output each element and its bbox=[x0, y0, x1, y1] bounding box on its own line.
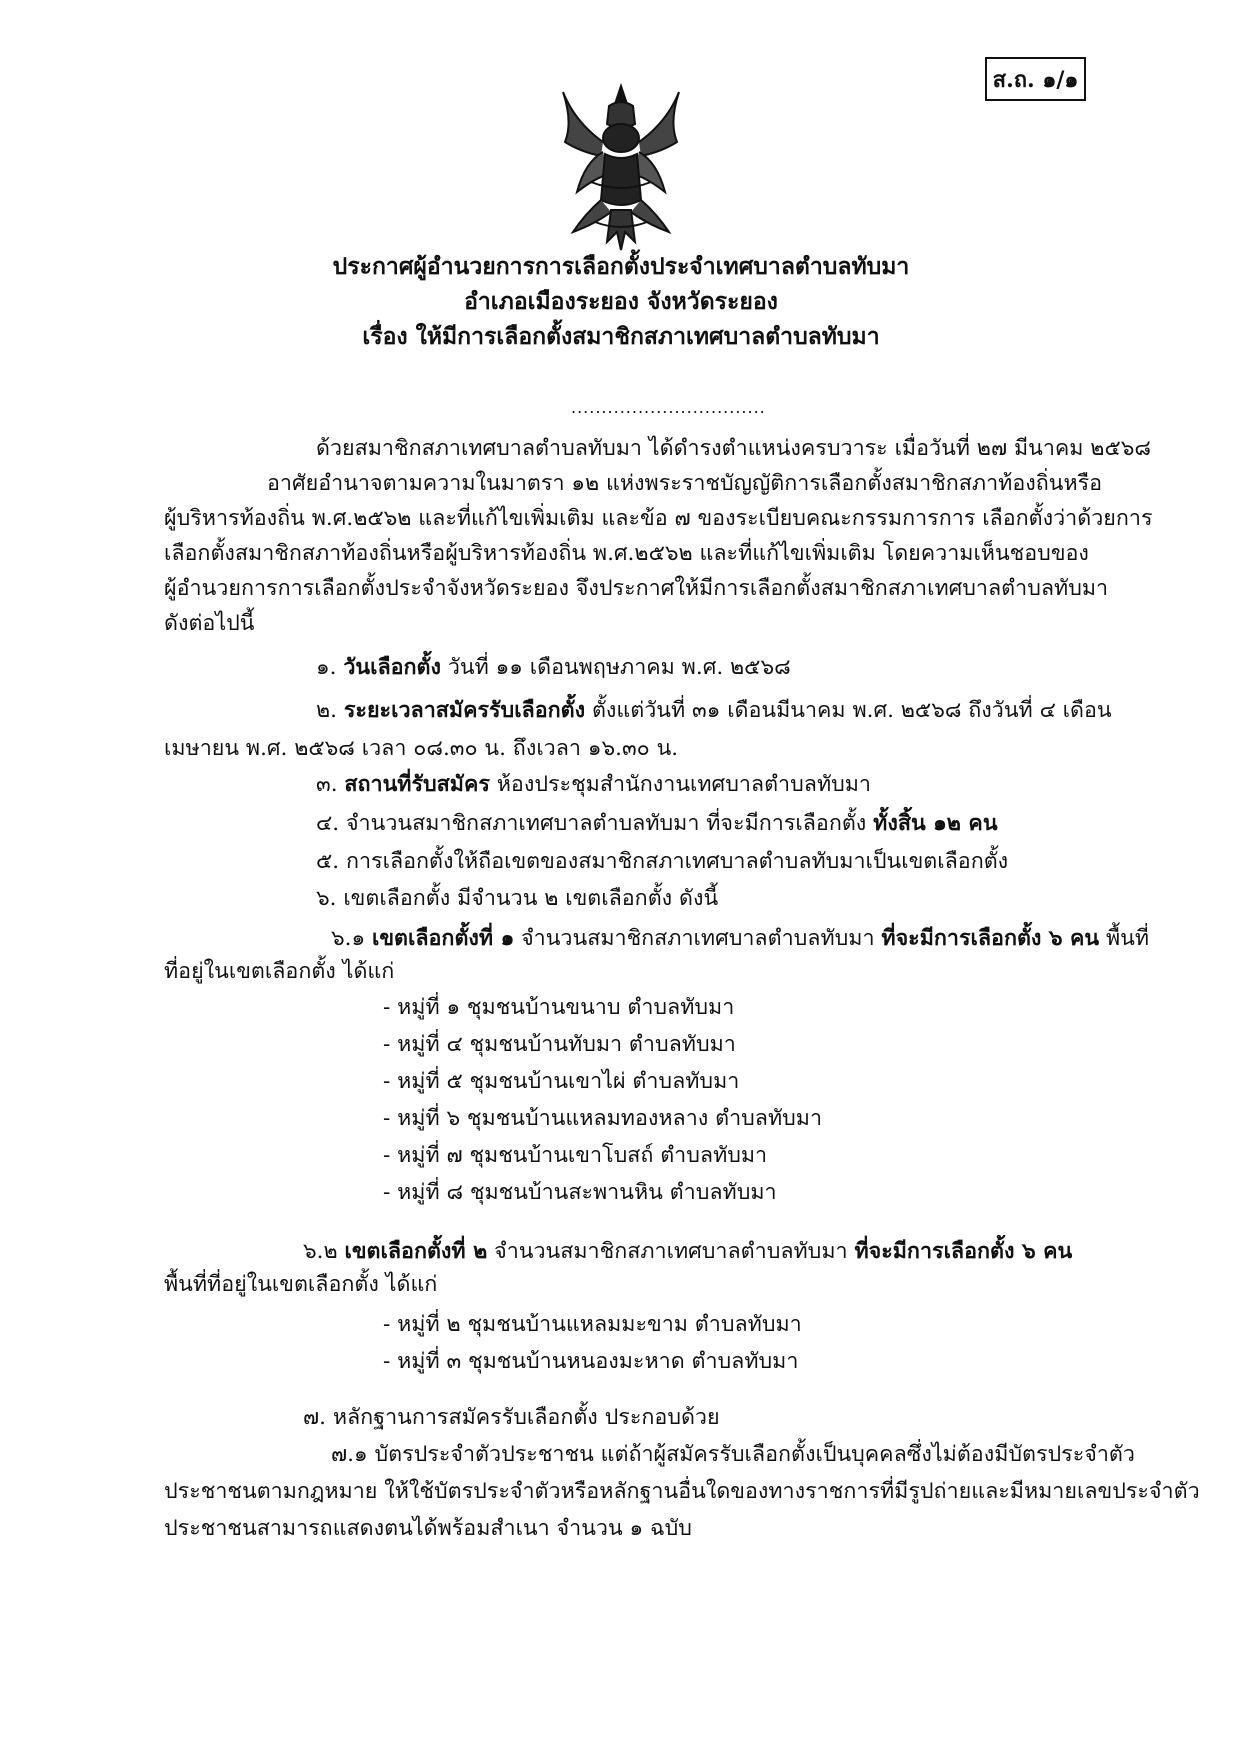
intro-line: อาศัยอำนาจตามความในมาตรา ๑๒ แห่งพระราชบัญญัติการเลือกตั้งสมาชิกสภาท้องถิ่นหรือ bbox=[267, 471, 1103, 496]
item-3 bbox=[316, 767, 871, 801]
item-text: ตั้งแต่วันที่ ๓๑ เดือนมีนาคม พ.ศ. ๒๕๖๘ ถึงวันที่ ๔ เดือน bbox=[591, 698, 1112, 723]
item-5 bbox=[316, 844, 1008, 878]
item-label: วันเลือกตั้ง bbox=[343, 655, 442, 680]
village-item: - หมู่ที่ ๒ ชุมชนบ้านแหลมมะขาม ตำบลทับมา bbox=[383, 1312, 802, 1337]
item-6 bbox=[316, 881, 718, 915]
zone-2-heading bbox=[303, 1234, 1072, 1268]
intro-line: ผู้บริหารท้องถิ่น พ.ศ.๒๕๖๒ และที่แก้ไขเพิ่มเติม และข้อ ๗ ของระเบียบคณะกรรมการการ เลือกตั้งว่าด้วยการ bbox=[164, 506, 1153, 531]
item-1 bbox=[316, 650, 791, 684]
zone-text: จำนวนสมาชิกสภาเทศบาลตำบลทับมา bbox=[521, 926, 875, 951]
intro-line: ดังต่อไปนี้ bbox=[164, 611, 255, 636]
item-number: ๓. bbox=[316, 772, 338, 797]
heading-subject: เรื่อง ให้มีการเลือกตั้งสมาชิกสภาเทศบาลตำบลทับมา bbox=[362, 323, 880, 350]
zone-text: จำนวนสมาชิกสภาเทศบาลตำบลทับมา bbox=[494, 1239, 848, 1264]
intro-line: เลือกตั้งสมาชิกสภาท้องถิ่นหรือผู้บริหารท้องถิ่น พ.ศ.๒๕๖๒ และที่แก้ไขเพิ่มเติม โดยความเห็นชอบของ bbox=[164, 541, 1089, 566]
garuda-emblem-icon bbox=[555, 82, 687, 254]
item-number: ๑. bbox=[316, 655, 337, 680]
separator-dots: ................................ bbox=[571, 398, 766, 417]
zone-label: เขตเลือกตั้งที่ ๒ bbox=[344, 1239, 488, 1264]
zone-number: ๖.๒ bbox=[303, 1239, 338, 1264]
item-4 bbox=[316, 806, 998, 840]
item-text: จำนวนสมาชิกสภาเทศบาลตำบลทับมา ที่จะมีการเลือกตั้ง bbox=[345, 811, 867, 836]
zone-label: เขตเลือกตั้งที่ ๑ bbox=[371, 926, 515, 951]
zone-1-continuation: ที่อยู่ในเขตเลือกตั้ง ได้แก่ bbox=[164, 959, 395, 984]
form-code: ส.ถ. ๑/๑ bbox=[992, 66, 1079, 93]
item-number: ๔. bbox=[316, 811, 340, 836]
village-item: - หมู่ที่ ๓ ชุมชนบ้านหนองมะหาด ตำบลทับมา bbox=[383, 1349, 799, 1374]
item-text: เขตเลือกตั้ง มีจำนวน ๒ เขตเลือกตั้ง ดังนี้ bbox=[343, 886, 719, 911]
zone-bold-tail: ที่จะมีการเลือกตั้ง ๖ คน bbox=[854, 1239, 1073, 1264]
item-7: ๗. หลักฐานการสมัครรับเลือกตั้ง ประกอบด้วย bbox=[303, 1405, 720, 1430]
zone-1-heading bbox=[331, 921, 1149, 955]
heading-line-2: อำเภอเมืองระยอง จังหวัดระยอง bbox=[464, 288, 778, 315]
form-code-box bbox=[985, 57, 1086, 101]
village-item: - หมู่ที่ ๖ ชุมชนบ้านแหลมทองหลาง ตำบลทับมา bbox=[383, 1106, 823, 1131]
item-label: สถานที่รับสมัคร bbox=[344, 772, 490, 797]
item-text: การเลือกตั้งให้ถือเขตของสมาชิกสภาเทศบาลตำบลทับมาเป็นเขตเลือกตั้ง bbox=[345, 849, 1009, 874]
village-item: - หมู่ที่ ๘ ชุมชนบ้านสะพานหิน ตำบลทับมา bbox=[383, 1180, 777, 1205]
zone-tail: พื้นที่ bbox=[1105, 926, 1150, 951]
item-bold: ทั้งสิ้น ๑๒ คน bbox=[873, 811, 998, 836]
item-number: ๖. bbox=[316, 886, 337, 911]
item-7-1-continuation: ประชาชนตามกฎหมาย ให้ใช้บัตรประจำตัวหรือหลักฐานอื่นใดของทางราชการที่มีรูปถ่ายและมีหมายเลขประจำตัว bbox=[164, 1479, 1200, 1504]
item-number: ๕. bbox=[316, 849, 340, 874]
intro-line: ผู้อำนวยการการเลือกตั้งประจำจังหวัดระยอง จึงประกาศให้มีการเลือกตั้งสมาชิกสภาเทศบาลตำบลทับมา bbox=[164, 576, 1109, 601]
heading-line-1: ประกาศผู้อำนวยการการเลือกตั้งประจำเทศบาลตำบลทับมา bbox=[332, 253, 910, 280]
item-text: วันที่ ๑๑ เดือนพฤษภาคม พ.ศ. ๒๕๖๘ bbox=[447, 655, 791, 680]
item-label: ระยะเวลาสมัครรับเลือกตั้ง bbox=[343, 698, 586, 723]
item-text: ห้องประชุมสำนักงานเทศบาลตำบลทับมา bbox=[496, 772, 872, 797]
village-item: - หมู่ที่ ๗ ชุมชนบ้านเขาโบสถ์ ตำบลทับมา bbox=[383, 1143, 768, 1168]
village-item: - หมู่ที่ ๔ ชุมชนบ้านทับมา ตำบลทับมา bbox=[383, 1032, 736, 1057]
village-item: - หมู่ที่ ๕ ชุมชนบ้านเขาไผ่ ตำบลทับมา bbox=[383, 1069, 740, 1094]
zone-2-continuation: พื้นที่ที่อยู่ในเขตเลือกตั้ง ได้แก่ bbox=[164, 1272, 438, 1297]
intro-line: ด้วยสมาชิกสภาเทศบาลตำบลทับมา ได้ดำรงตำแหน่งครบวาระ เมื่อวันที่ ๒๗ มีนาคม ๒๕๖๘ bbox=[316, 436, 1151, 461]
item-7-1: ๗.๑ บัตรประจำตัวประชาชน แต่ถ้าผู้สมัครรับเลือกตั้งเป็นบุคคลซึ่งไม่ต้องมีบัตรประจำตัว bbox=[331, 1442, 1135, 1467]
zone-number: ๖.๑ bbox=[331, 926, 366, 951]
item-7-1-continuation: ประชาชนสามารถแสดงตนได้พร้อมสำเนา จำนวน ๑ ฉบับ bbox=[164, 1516, 692, 1541]
item-2 bbox=[316, 693, 1112, 727]
village-item: - หมู่ที่ ๑ ชุมชนบ้านขนาบ ตำบลทับมา bbox=[383, 995, 735, 1020]
zone-bold-tail: ที่จะมีการเลือกตั้ง ๖ คน bbox=[881, 926, 1100, 951]
item-2-continuation: เมษายน พ.ศ. ๒๕๖๘ เวลา ๐๘.๓๐ น. ถึงเวลา ๑๖.๓๐ น. bbox=[164, 736, 679, 761]
item-number: ๒. bbox=[316, 698, 338, 723]
